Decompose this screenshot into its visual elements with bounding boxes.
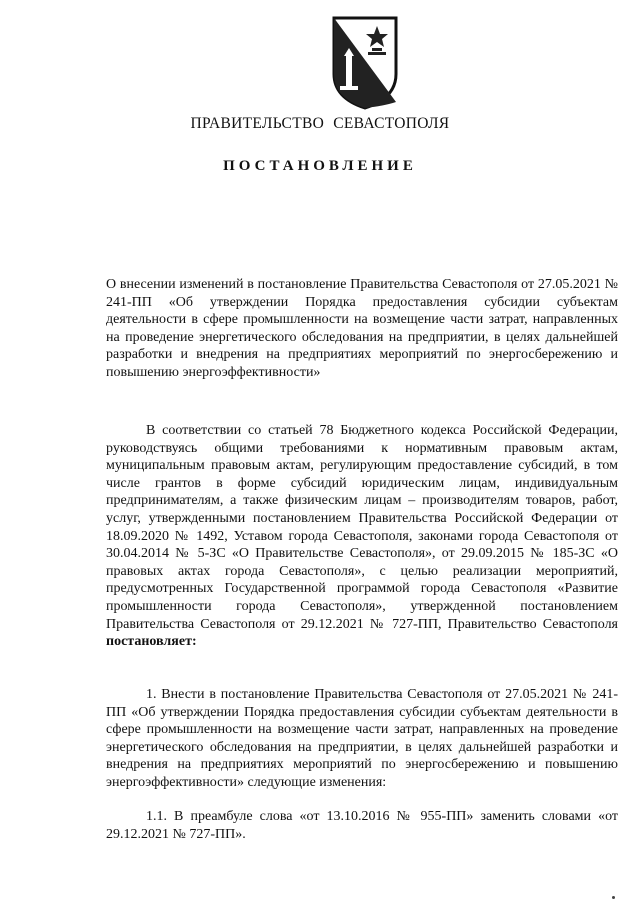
scan-speck — [612, 896, 615, 899]
document-subject: О внесении изменений в постановление Правительства Севастополя от 27.05.2021 № 241-ПП «Об утверждении Порядка предоставления субсидии субъектам деятельности в сфере промышленности на возмещение части затрат, направленных на проведение энергетического обследования на предприятии, в целях дальнейшей разработки и внедрения на предприятиях мероприятий по энергосбережению и повышению энергоэффективности» — [106, 277, 618, 380]
clause-1: 1. Внести в постановление Правительства Севастополя от 27.05.2021 № 241-ПП «Об утверждении Порядка предоставления субсидии субъектам деятельности в сфере промышленности на возмещение части затрат, направленных на проведение энергетического обследования на предприятии, в целях дальнейшей разработки и внедрения на предприятиях мероприятий по энергосбережению и повышению энергоэффективности» следующие изменения: — [106, 687, 618, 790]
preamble-text: В соответствии со статьей 78 Бюджетного кодекса Российской Федерации, руководствуясь общими требованиями к нормативным правовым актам, муниципальным правовым актам, регулирующим предоставление субсидий, в том числе грантов в форме субсидий юридическим лицам, индивидуальным предпринимателям, а также физическим лицам – производителям товаров, работ, услуг, утвержденными постановлением Правительства Российской Федерации от 18.09.2020 № 1492, Уставом города Севастополя, законами города Севастополя от 30.04.2014 № 5-ЗС «О Правительстве Севастополя», от 29.09.2015 № 185-ЗС «О правовых актах города Севастополя», с целью реализации мероприятий, предусмотренных Государственной программой города Севастополя «Развитие промышленности города Севастополя», утвержденной постановлением Правительства Севастополя от 29.12.2021 № 727-ПП, Правительство Севастополя — [106, 423, 618, 632]
document-type-title: ПОСТАНОВЛЕНИЕ — [223, 158, 417, 174]
sevastopol-coat-of-arms-icon — [330, 12, 400, 110]
decides-keyword: постановляет: — [106, 634, 197, 650]
clause-1-1: 1.1. В преамбуле слова «от 13.10.2016 № 955-ПП» заменить словами «от 29.12.2021 № 727-ПП». — [106, 809, 618, 842]
organization-title: ПРАВИТЕЛЬСТВО СЕВАСТОПОЛЯ — [190, 115, 450, 132]
preamble-paragraph — [106, 422, 618, 651]
